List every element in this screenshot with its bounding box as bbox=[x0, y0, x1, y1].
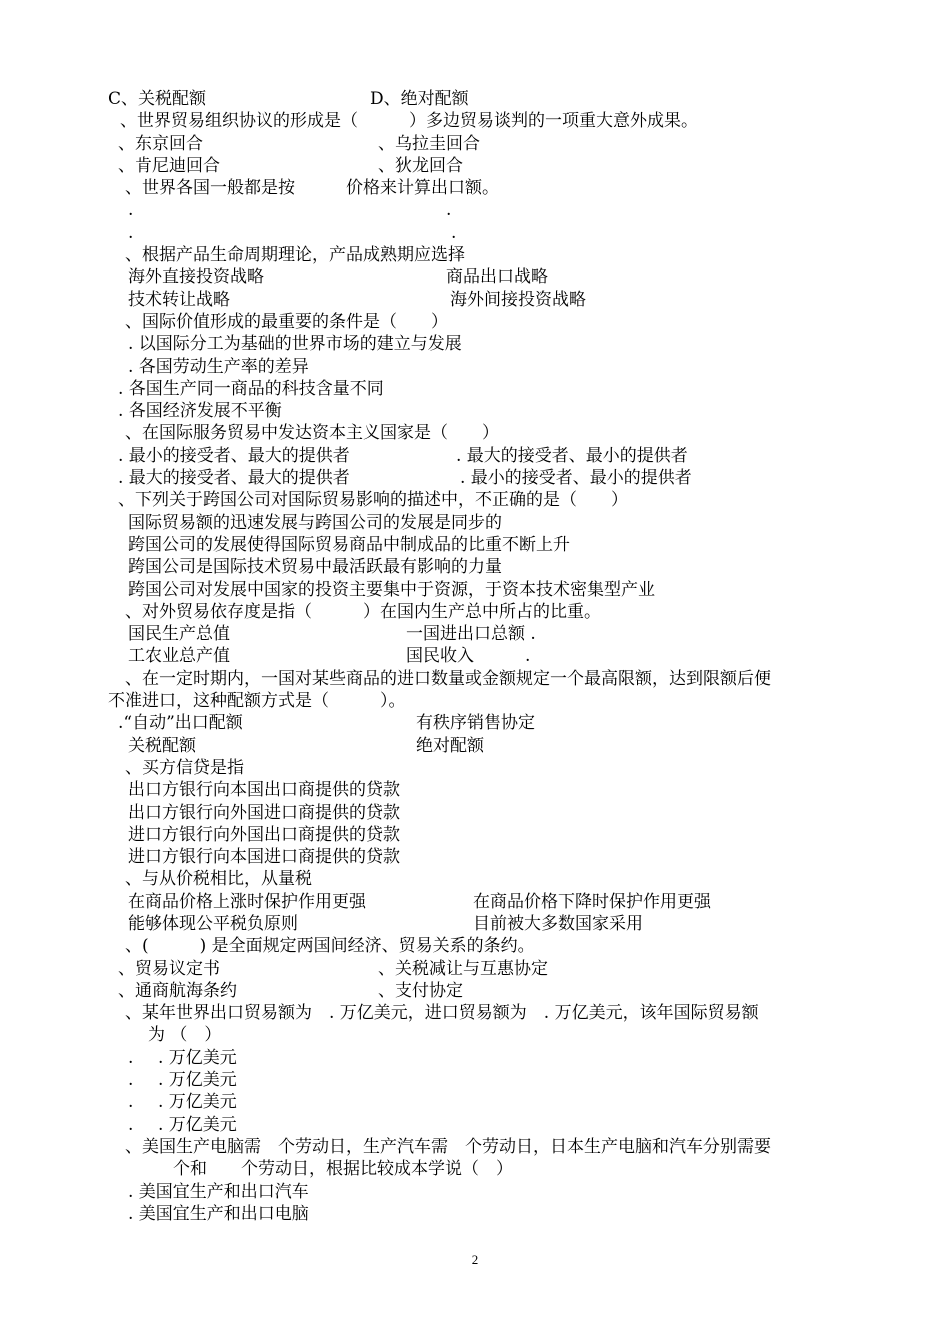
text-line bbox=[0, 244, 950, 266]
line-text: . bbox=[128, 1114, 134, 1135]
text-line bbox=[0, 489, 950, 511]
option-text: 国民收入 . bbox=[406, 646, 531, 667]
text-line bbox=[0, 802, 950, 824]
line-text: 国民生产总值 bbox=[128, 624, 230, 645]
line-text: 出口方银行向本国出口商提供的贷款 bbox=[128, 780, 400, 801]
line-text: 进口方银行向本国进口商提供的贷款 bbox=[128, 847, 400, 868]
line-text: 在商品价格上涨时保护作用更强 bbox=[128, 891, 366, 912]
line-text: 、国际价值形成的最重要的条件是（ ） bbox=[125, 311, 448, 332]
option-text: . bbox=[451, 222, 457, 243]
line-text: . 最大的接受者、最大的提供者 bbox=[118, 468, 350, 489]
option-text: . 万亿美元 bbox=[158, 1114, 237, 1135]
text-line bbox=[0, 779, 950, 801]
line-text: 、世界贸易组织协议的形成是（ ）多边贸易谈判的一项重大意外成果。 bbox=[120, 111, 698, 132]
text-line bbox=[0, 980, 950, 1002]
line-text: . bbox=[128, 1047, 134, 1068]
line-text: 跨国公司是国际技术贸易中最活跃最有影响的力量 bbox=[128, 557, 502, 578]
option-text: 、狄龙回合 bbox=[378, 155, 463, 176]
line-text: 、在一定时期内，一国对某些商品的进口数量或金额规定一个最高限额，达到限额后便 bbox=[125, 668, 771, 689]
line-text: 、下列关于跨国公司对国际贸易影响的描述中，不正确的是（ ） bbox=[118, 490, 628, 511]
text-line bbox=[0, 690, 950, 712]
line-text: 跨国公司对发展中国家的投资主要集中于资源，于资本技术密集型产业 bbox=[128, 579, 655, 600]
text-line bbox=[0, 623, 950, 645]
text-line bbox=[0, 579, 950, 601]
option-text: 目前被大多数国家采用 bbox=[473, 913, 643, 934]
option-text: 海外间接投资战略 bbox=[450, 289, 586, 310]
line-text: . bbox=[128, 1092, 134, 1113]
line-text: . bbox=[128, 200, 134, 221]
text-line bbox=[0, 110, 950, 132]
line-text: 关税配额 bbox=[128, 735, 196, 756]
text-line bbox=[0, 824, 950, 846]
line-text: 个和 个劳动日，根据比较成本学说（ ） bbox=[173, 1159, 513, 1180]
line-text: . 美国宜生产和出口汽车 bbox=[128, 1181, 309, 1202]
option-text: 商品出口战略 bbox=[446, 267, 548, 288]
text-line bbox=[0, 177, 950, 199]
text-line bbox=[0, 556, 950, 578]
text-line bbox=[0, 645, 950, 667]
text-line bbox=[0, 333, 950, 355]
text-line bbox=[0, 712, 950, 734]
text-line bbox=[0, 467, 950, 489]
option-text: . 万亿美元 bbox=[158, 1092, 237, 1113]
text-line bbox=[0, 913, 950, 935]
option-text: . 最小的接受者、最小的提供者 bbox=[460, 468, 692, 489]
text-line bbox=[0, 868, 950, 890]
text-line bbox=[0, 534, 950, 556]
text-line bbox=[0, 133, 950, 155]
line-text: . bbox=[128, 1070, 134, 1091]
option-text: . 最大的接受者、最小的提供者 bbox=[456, 445, 688, 466]
text-line bbox=[0, 445, 950, 467]
text-line bbox=[0, 757, 950, 779]
text-line bbox=[0, 222, 950, 244]
text-line bbox=[0, 1181, 950, 1203]
line-text: . bbox=[128, 222, 134, 243]
option-text: 一国进出口总额 . bbox=[406, 624, 536, 645]
text-line bbox=[0, 891, 950, 913]
text-line bbox=[0, 1091, 950, 1113]
text-line bbox=[0, 1158, 950, 1180]
line-text: 、( ) 是全面规定两国间经济、贸易关系的条约。 bbox=[125, 936, 535, 957]
line-text: 为 （ ） bbox=[148, 1025, 222, 1046]
line-text: 、贸易议定书 bbox=[118, 958, 220, 979]
line-text: . 各国生产同一商品的科技含量不同 bbox=[118, 378, 384, 399]
line-text: .“自动”出口配额 bbox=[118, 713, 243, 734]
text-line bbox=[0, 668, 950, 690]
text-line bbox=[0, 88, 950, 110]
text-line bbox=[0, 400, 950, 422]
text-line bbox=[0, 155, 950, 177]
line-text: C、关税配额 bbox=[108, 89, 207, 109]
option-text: 、支付协定 bbox=[378, 980, 463, 1001]
text-line bbox=[0, 735, 950, 757]
text-line bbox=[0, 1136, 950, 1158]
line-text: 不准进口，这种配额方式是（ ）。 bbox=[108, 691, 406, 712]
line-text: 、买方信贷是指 bbox=[125, 757, 244, 778]
line-text: 能够体现公平税负原则 bbox=[128, 913, 298, 934]
line-text: 、美国生产电脑需 个劳动日，生产汽车需 个劳动日，日本生产电脑和汽车分别需要 bbox=[125, 1136, 771, 1157]
line-text: 技术转让战略 bbox=[128, 289, 230, 310]
option-text: 、乌拉圭回合 bbox=[378, 133, 480, 154]
text-line bbox=[0, 1114, 950, 1136]
text-line bbox=[0, 846, 950, 868]
line-text: . 以国际分工为基础的世界市场的建立与发展 bbox=[128, 334, 462, 355]
line-text: 出口方银行向外国进口商提供的贷款 bbox=[128, 802, 400, 823]
line-text: 、通商航海条约 bbox=[118, 980, 237, 1001]
option-text: 有秩序销售协定 bbox=[416, 713, 535, 734]
line-text: 、对外贸易依存度是指（ ）在国内生产总中所占的比重。 bbox=[125, 601, 601, 622]
text-line bbox=[0, 311, 950, 333]
text-line bbox=[0, 422, 950, 444]
option-text: 、关税减让与互惠协定 bbox=[378, 958, 548, 979]
option-text: 绝对配额 bbox=[416, 735, 484, 756]
line-text: . 最小的接受者、最大的提供者 bbox=[118, 445, 350, 466]
text-line bbox=[0, 199, 950, 221]
line-text: 、肯尼迪回合 bbox=[118, 155, 220, 176]
option-text: . 万亿美元 bbox=[158, 1047, 237, 1068]
line-text: 、某年世界出口贸易额为 . 万亿美元，进口贸易额为 . 万亿美元，该年国际贸易额 bbox=[125, 1003, 759, 1024]
line-text: 工农业总产值 bbox=[128, 646, 230, 667]
option-text: . bbox=[446, 200, 452, 221]
line-text: 、东京回合 bbox=[118, 133, 203, 154]
text-line bbox=[0, 1047, 950, 1069]
line-text: 、与从价税相比，从量税 bbox=[125, 869, 312, 890]
text-line bbox=[0, 289, 950, 311]
line-text: . 各国劳动生产率的差异 bbox=[128, 356, 309, 377]
text-line bbox=[0, 958, 950, 980]
text-line bbox=[0, 1002, 950, 1024]
text-line bbox=[0, 1024, 950, 1046]
line-text: 、在国际服务贸易中发达资本主义国家是（ ） bbox=[125, 423, 499, 444]
line-text: 海外直接投资战略 bbox=[128, 267, 264, 288]
line-text: . 美国宜生产和出口电脑 bbox=[128, 1203, 309, 1224]
line-text: 、世界各国一般都是按 价格来计算出口额。 bbox=[125, 178, 499, 199]
text-line bbox=[0, 1069, 950, 1091]
text-line bbox=[0, 601, 950, 623]
question-list bbox=[0, 88, 950, 1225]
text-line bbox=[0, 935, 950, 957]
text-line bbox=[0, 1203, 950, 1225]
text-line bbox=[0, 266, 950, 288]
line-text: 国际贸易额的迅速发展与跨国公司的发展是同步的 bbox=[128, 512, 502, 533]
line-text: 跨国公司的发展使得国际贸易商品中制成品的比重不断上升 bbox=[128, 534, 570, 555]
page-number: 2 bbox=[471, 1252, 479, 1267]
line-text: 、根据产品生命周期理论，产品成熟期应选择 bbox=[125, 245, 465, 266]
line-text: 进口方银行向外国出口商提供的贷款 bbox=[128, 824, 400, 845]
text-line bbox=[0, 356, 950, 378]
text-line bbox=[0, 378, 950, 400]
option-text: . 万亿美元 bbox=[158, 1070, 237, 1091]
text-line bbox=[0, 512, 950, 534]
option-text: 在商品价格下降时保护作用更强 bbox=[473, 891, 711, 912]
option-text: D、绝对配额 bbox=[370, 89, 469, 109]
line-text: . 各国经济发展不平衡 bbox=[118, 401, 282, 422]
